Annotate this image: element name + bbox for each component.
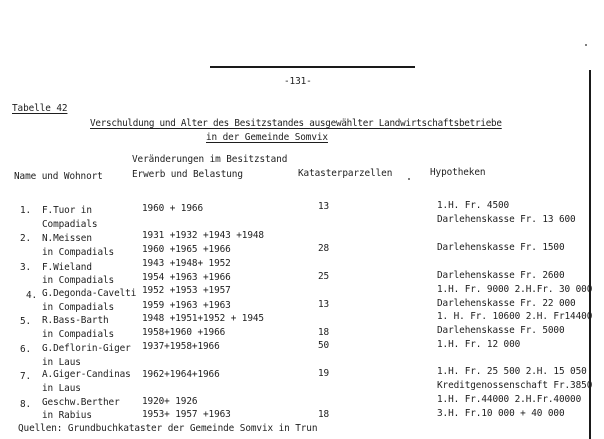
- row-number: 4.: [26, 290, 38, 301]
- row-place: in Compadials: [42, 247, 115, 258]
- row-changes: 1948 +1951+1952 + 1945: [142, 313, 264, 324]
- row-changes: 1937+1958+1966: [142, 341, 220, 352]
- header-changes-line1: Veränderungen im Besitzstand: [132, 154, 288, 165]
- row-changes: 1959 +1963 +1963: [142, 300, 231, 311]
- row-name: R.Bass-Barth: [42, 315, 109, 326]
- row-place: in Rabius: [42, 410, 92, 421]
- row-parcels: 18: [318, 327, 330, 338]
- row-mortgage: 1.H. Fr. 12 000: [437, 339, 521, 350]
- row-number: 7.: [20, 371, 32, 382]
- row-changes: 1960 +1965 +1966: [142, 244, 231, 255]
- row-mortgage: 1.H. Fr. 25 500 2.H. 15 050: [437, 366, 587, 377]
- row-name: N.Meissen: [42, 233, 92, 244]
- row-name: A.Giger-Candinas: [42, 369, 131, 380]
- row-changes: 1958+1960 +1966: [142, 327, 226, 338]
- row-changes: 1931 +1932 +1943 +1948: [142, 230, 264, 241]
- row-name: Geschw.Berther: [42, 397, 120, 408]
- row-parcels: 50: [318, 340, 330, 351]
- row-changes: 1962+1964+1966: [142, 369, 220, 380]
- header-changes-line2: Erwerb und Belastung: [132, 169, 243, 180]
- row-mortgage: Darlehenskasse Fr. 22 000: [437, 298, 576, 309]
- row-changes: 1952 +1953 +1957: [142, 285, 231, 296]
- table-title-line2: in der Gemeinde Somvix: [206, 132, 328, 143]
- row-changes: 1953+ 1957 +1963: [142, 409, 231, 420]
- row-place: in Laus: [42, 383, 81, 394]
- row-changes: 1920+ 1926: [142, 396, 198, 407]
- row-name: G.Degonda-Cavelti: [42, 288, 137, 299]
- row-mortgage: Darlehenskasse Fr. 2600: [437, 270, 565, 281]
- row-changes: 1960 + 1966: [142, 203, 203, 214]
- source-note: Quellen: Grundbuchkataster der Gemeinde Somvix in Trun: [18, 423, 318, 434]
- scan-line-top: [210, 66, 415, 68]
- row-number: 3.: [20, 262, 32, 273]
- row-name: F.Wieland: [42, 262, 92, 273]
- row-number: 8.: [20, 399, 32, 410]
- row-mortgage: Darlehenskasse Fr. 1500: [437, 242, 565, 253]
- row-place: in Laus: [42, 357, 81, 368]
- scan-speck: [585, 44, 587, 46]
- page-number: -131-: [284, 76, 312, 87]
- row-name: F.Tuor in: [42, 205, 92, 216]
- row-mortgage: 1.H. Fr. 4500: [437, 200, 510, 211]
- row-changes: 1943 +1948+ 1952: [142, 258, 231, 269]
- row-parcels: 25: [318, 271, 330, 282]
- row-number: 5.: [20, 316, 32, 327]
- row-number: 1.: [20, 205, 32, 216]
- table-label: Tabelle 42: [12, 103, 68, 114]
- row-mortgage: Darlehenskasse Fr. 13 600: [437, 214, 576, 225]
- row-name: G.Deflorin-Giger: [42, 343, 131, 354]
- row-parcels: 28: [318, 243, 330, 254]
- header-parcels: Katasterparzellen: [298, 168, 393, 179]
- row-mortgage: 1.H. Fr. 9000 2.H.Fr. 30 000: [437, 284, 593, 295]
- row-mortgage: Kreditgenossenschaft Fr.3850: [437, 380, 593, 391]
- table-title-line1: Verschuldung und Alter des Besitzstandes ausgewählter Landwirtschaftsbetriebe: [90, 118, 502, 129]
- row-mortgage: 1.H. Fr.44000 2.H.Fr.40000: [437, 394, 582, 405]
- row-parcels: 13: [318, 299, 330, 310]
- row-mortgage: 3.H. Fr.10 000 + 40 000: [437, 408, 565, 419]
- row-parcels: 19: [318, 368, 330, 379]
- row-number: 2.: [20, 233, 32, 244]
- header-name: Name und Wohnort: [14, 171, 103, 182]
- row-changes: 1954 +1963 +1966: [142, 272, 231, 283]
- row-parcels: 13: [318, 201, 330, 212]
- scan-speck: [408, 178, 410, 180]
- header-mortgages: Hypotheken: [430, 167, 486, 178]
- row-place: in Compadials: [42, 302, 115, 313]
- row-mortgage: 1. H. Fr. 10600 2.H. Fr14400: [437, 311, 593, 322]
- row-place: in Compadials: [42, 275, 115, 286]
- row-place: Compadials: [42, 219, 98, 230]
- row-parcels: 18: [318, 409, 330, 420]
- row-place: in Compadials: [42, 329, 115, 340]
- row-number: 6.: [20, 344, 32, 355]
- row-mortgage: Darlehenskasse Fr. 5000: [437, 325, 565, 336]
